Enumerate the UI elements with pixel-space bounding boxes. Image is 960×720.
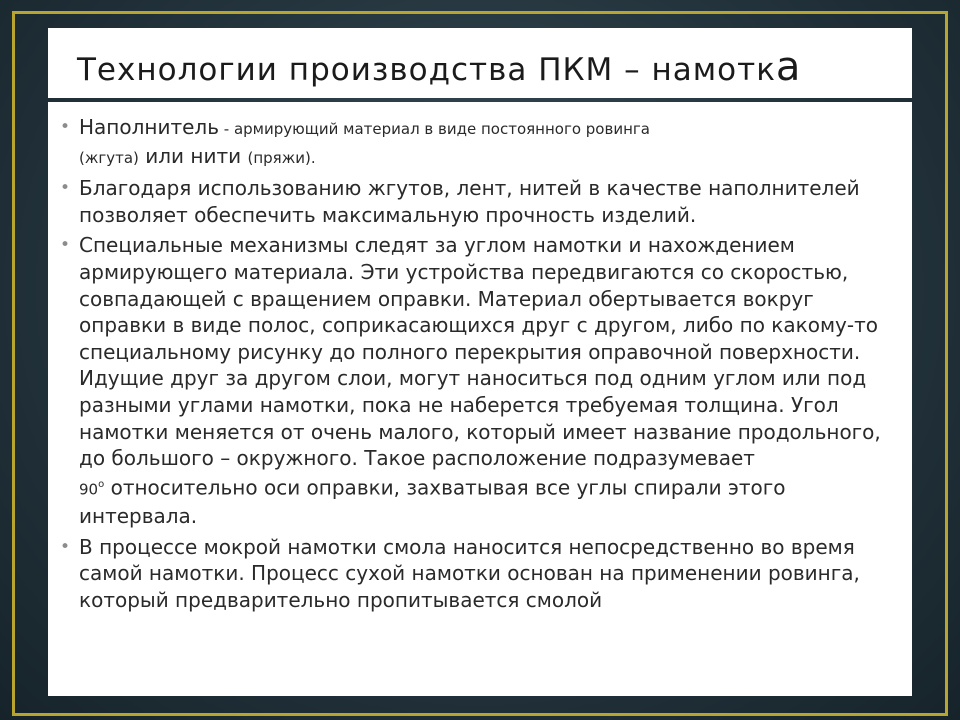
list-item [60, 175, 894, 228]
bullet-icon: • [60, 178, 71, 199]
point-1-middle: или нити [138, 143, 248, 168]
list-item [60, 534, 894, 614]
point-3-tail: относительно оси оправки, захватывая все углы спирали этого интервала. [79, 475, 786, 528]
point-4-text: В процессе мокрой намотки смола наносится непосредственно во время самой намотки. Процесс сухой намотки основан на применении ровинга, который предварительно пропитывается смолой [79, 534, 860, 612]
point-1-end: . [310, 148, 316, 167]
point-3-text: Специальные механизмы следят за углом намотки и нахождением армирующего материала. Эти устройства передвигаются со скоростью, совпадающей с вращением оправки. Материал обертывается вокруг оправки в виде полос, соприкасающихся друг с другом, либо по какому-то специальному рисунку до полного перекрытия оправочной поверхности. Идущие друг за другом слои, могут наноситься под одним углом или под разными углами намотки, пока не наберется требуемая толщина. Угол намотки меняется от очень малого, который имеет название продольного, до большого – окружного. Такое расположение подразумевает [79, 233, 881, 471]
slide-title [77, 44, 907, 94]
list-item [60, 114, 894, 171]
bullet-list [60, 114, 894, 613]
point-3-degree: о [98, 478, 105, 490]
list-item [60, 232, 894, 529]
point-1-paren-2: (пряжи) [247, 148, 311, 167]
point-1-definition: - армирующий материал в виде постоянного ровинга [219, 120, 650, 138]
slide-title-last-letter: а [775, 44, 802, 90]
slide-title-main: Технологии производства ПКМ – намотк [77, 52, 776, 88]
point-2-text: Благодаря использованию жгутов, лент, нитей в качестве наполнителей позволяет обеспечить максимальную прочность изделий. [79, 176, 860, 227]
bullet-icon: • [60, 536, 71, 557]
point-1-term: Наполнитель [79, 115, 219, 139]
bullet-icon: • [60, 117, 71, 137]
point-1-paren-1: (жгута) [79, 148, 139, 167]
bullet-icon: • [60, 235, 71, 256]
point-3-angle: 90 [79, 480, 99, 499]
content-panel [48, 102, 912, 696]
